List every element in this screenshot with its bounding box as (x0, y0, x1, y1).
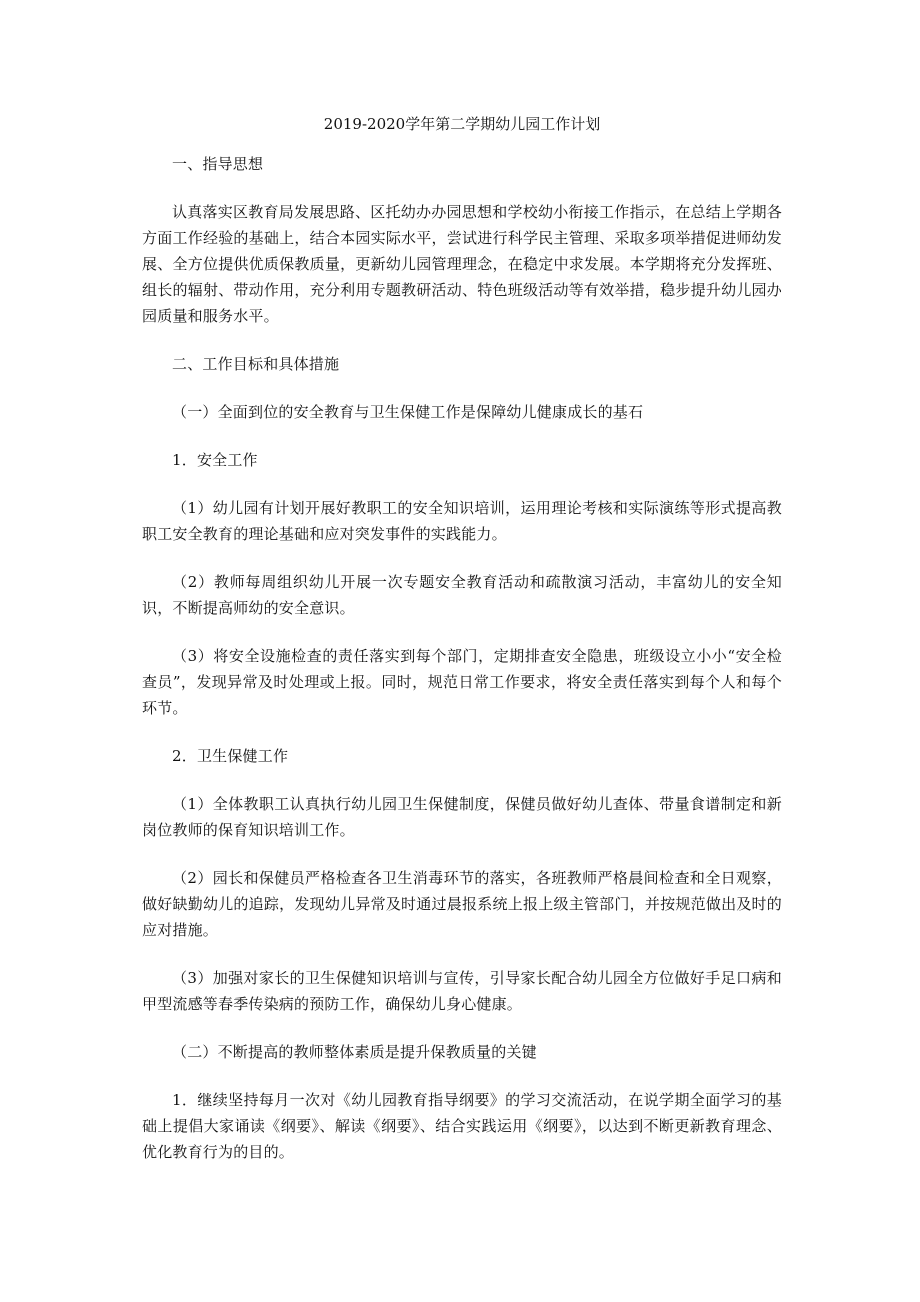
subsection-heading-teacher-quality: （二）不断提高的教师整体素质是提升保教质量的关键 (172, 1043, 537, 1061)
section-heading-goals-measures: 二、工作目标和具体措施 (172, 355, 340, 373)
paragraph-safety-1: （1）幼儿园有计划开展好教职工的安全知识培训，运用理论考核和实际演练等形式提高教职工安全教育的理论基础和应对突发事件的实践能力。 (142, 499, 782, 543)
section-heading-guiding-ideology: 一、指导思想 (172, 155, 264, 173)
item-heading-safety-work: 1．安全工作 (172, 451, 258, 469)
document-title: 2019-2020学年第二学期幼儿园工作计划 (323, 115, 601, 133)
document-page (142, 111, 782, 1187)
paragraph-safety-3: （3）将安全设施检查的责任落实到每个部门，定期排查安全隐患，班级设立小小“安全检查员”，发现异常及时处理或上报。同时，规范日常工作要求，将安全责任落实到每个人和每个环节。 (142, 647, 782, 717)
paragraph-safety-2: （2）教师每周组织幼儿开展一次专题安全教育活动和疏散演习活动，丰富幼儿的安全知识，不断提高师幼的安全意识。 (142, 573, 782, 617)
paragraph-teacher-1: 1．继续坚持每月一次对《幼儿园教育指导纲要》的学习交流活动，在说学期全面学习的基础上提倡大家诵读《纲要》、解读《纲要》、结合实践运用《纲要》，以达到不断更新教育理念、优化教育行为的目的。 (142, 1091, 782, 1161)
paragraph-guiding-ideology: 认真落实区教育局发展思路、区托幼办办园思想和学校幼小衔接工作指示，在总结上学期各方面工作经验的基础上，结合本园实际水平，尝试进行科学民主管理、采取多项举措促进师幼发展、全方位提供优质保教质量，更新幼儿园管理理念，在稳定中求发展。本学期将充分发挥班、组长的辐射、带动作用，充分利用专题教研活动、特色班级活动等有效举措，稳步提升幼儿园办园质量和服务水平。 (142, 203, 782, 325)
item-heading-health-care: 2．卫生保健工作 (172, 747, 289, 765)
paragraph-health-3: （3）加强对家长的卫生保健知识培训与宣传，引导家长配合幼儿园全方位做好手足口病和甲型流感等春季传染病的预防工作，确保幼儿身心健康。 (142, 969, 782, 1013)
paragraph-health-1: （1）全体教职工认真执行幼儿园卫生保健制度，保健员做好幼儿查体、带量食谱制定和新岗位教师的保育知识培训工作。 (142, 795, 782, 839)
subsection-heading-safety-health: （一）全面到位的安全教育与卫生保健工作是保障幼儿健康成长的基石 (172, 403, 644, 421)
paragraph-health-2: （2）园长和保健员严格检查各卫生消毒环节的落实，各班教师严格晨间检查和全日观察，做好缺勤幼儿的追踪，发现幼儿异常及时通过晨报系统上报上级主管部门，并按规范做出及时的应对措施。 (142, 869, 782, 939)
